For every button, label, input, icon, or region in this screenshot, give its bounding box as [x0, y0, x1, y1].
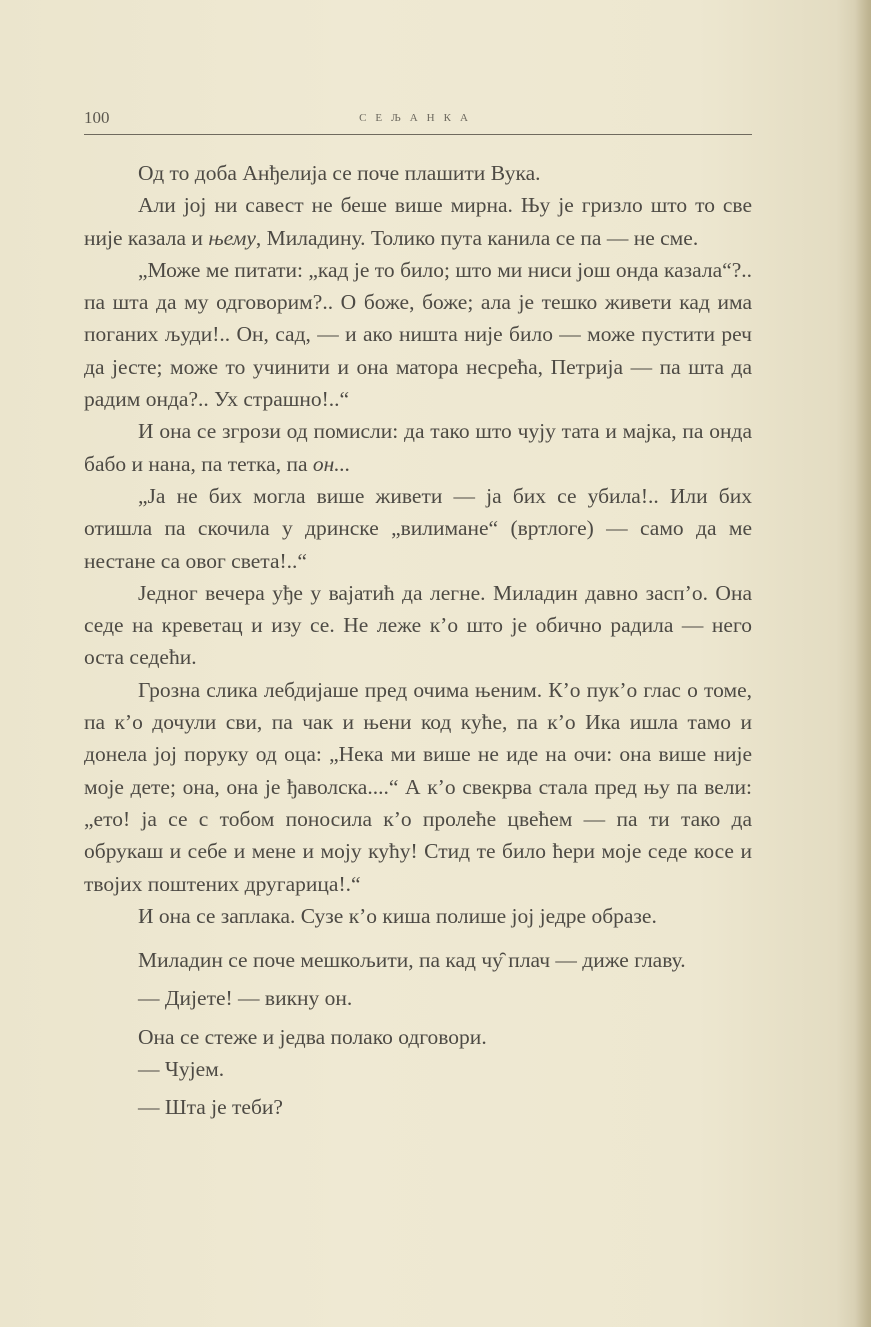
paragraph	[84, 944, 752, 976]
paragraph-text: Она се стеже и једва полако одговори.	[138, 1024, 487, 1049]
paragraph-text: , Миладину. Толико пута канила се па — не сме.	[255, 225, 699, 250]
paragraph-text: — Шта је теби?	[138, 1095, 283, 1120]
paragraph	[84, 254, 752, 415]
paragraph	[84, 189, 752, 254]
page-number: 100	[84, 108, 110, 127]
paragraph-text: Грозна слика лебдијаше пред очима њеним. К’о пук’о глас о томе, па к’о дочули сви, па чак и њени код куће, па к’о Ика ишла тамо и донела јој поруку од оца: „Нека ми више не иде на очи: она више није моје дете; она, она је ђаволска....“ А к’о свекрва стала пред њу па вели: „ето! ја се с тобом поносила к’о пролеће цвећем — па ти тако да обрукаш и себе и мене и моју кућу! Стид те било ћери моје седе косе и твојих поштених другарица!.“	[84, 677, 752, 896]
paragraph-text: „Ја не бих могла више живети — ја бих се убила!.. Или бих отишла па скочила у дринске „вилимане“ (вртлоге) — само да ме нестане са овог света!..“	[84, 483, 752, 573]
paragraph-text: Али јој ни савест не беше више мирна. Њу је гризло што то све није казала и	[84, 193, 752, 250]
paragraph-text: И она се заплака. Сузе к’о киша полише јој једре образе.	[138, 903, 657, 928]
paragraph	[84, 480, 752, 577]
page-edge-shadow	[855, 0, 871, 1327]
paragraph	[84, 157, 752, 189]
paragraph-text: Једног вечера уђе у вајатић да легне. Миладин давно засп’о. Она седе на креветац и изу се. Не леже к’о што је обично радила — него оста седећи.	[84, 580, 752, 670]
paragraph	[84, 1091, 752, 1123]
paragraph	[84, 674, 752, 900]
paragraph	[84, 1021, 752, 1053]
italic-text: он...	[312, 451, 351, 476]
paragraph-text: И она се згрози од помисли: да тако што чују тата и мајка, па онда бабо и нана, па тетка, па	[84, 419, 752, 476]
page-header	[84, 108, 752, 135]
paragraph-text: — Чујем.	[138, 1057, 225, 1082]
paragraph	[84, 900, 752, 932]
italic-text: њему	[208, 225, 256, 250]
paragraph	[84, 1053, 752, 1085]
paragraph-text: Од то доба Анђелија се поче плашити Вука.	[138, 161, 541, 185]
paragraph	[84, 982, 752, 1014]
paragraph	[84, 415, 752, 480]
paragraph-text: „Може ме питати: „кад је то било; што ми ниси још онда казала“?.. па шта да му одговорим?.. О боже, боже; ала је тешко живети кад има поганих људи!.. Он, сад, — и ако ништа није било — може пустити реч да јесте; може то учинити и она матора несрећа, Петрија — па шта да радим онда?.. Ух страшно!..“	[84, 257, 752, 412]
body-text	[84, 157, 752, 1124]
paragraph-text: — Дијете! — викну он.	[138, 986, 353, 1011]
paragraph-text: Миладин се поче мешкољити, па кад чу̑ плач — диже главу.	[138, 948, 686, 973]
paragraph	[84, 577, 752, 674]
running-title: СЕЉАНКА	[359, 112, 477, 124]
